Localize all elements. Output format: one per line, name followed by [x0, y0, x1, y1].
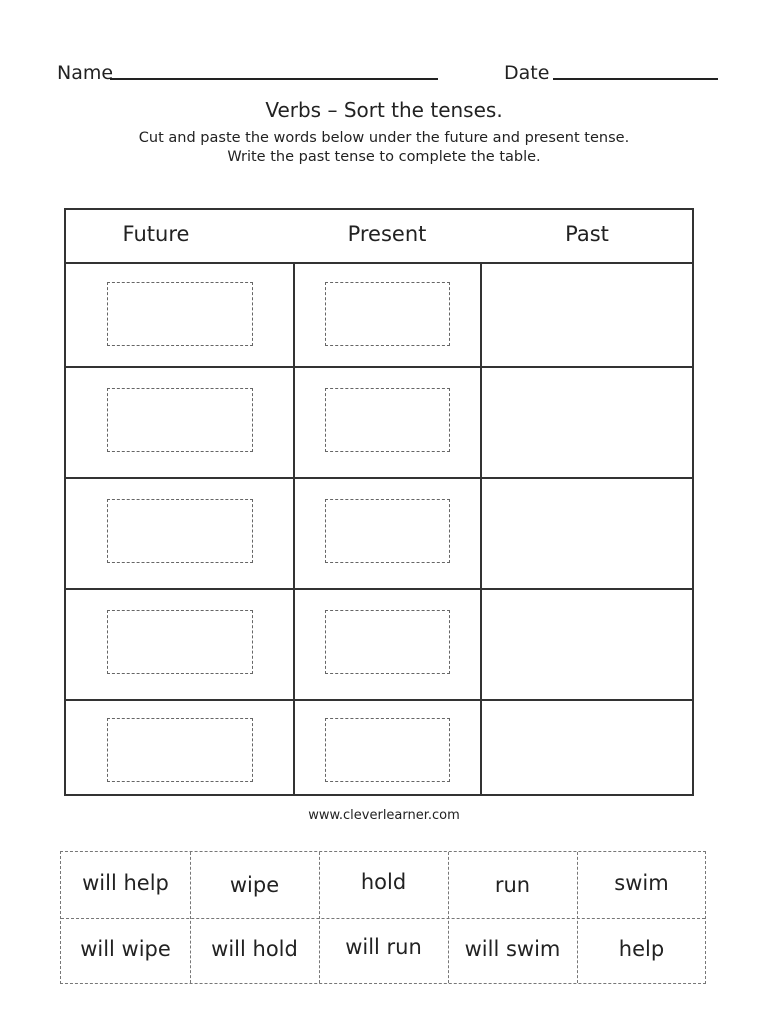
website-credit: www.cleverlearner.com — [308, 808, 460, 823]
column-header-future: Future — [122, 222, 190, 246]
cut-line — [61, 918, 705, 919]
future-paste-box[interactable] — [107, 388, 253, 452]
future-paste-box[interactable] — [107, 610, 253, 674]
tense-table — [64, 208, 694, 796]
word-card[interactable]: swim — [614, 871, 669, 895]
word-card[interactable]: will wipe — [80, 937, 171, 961]
name-field[interactable] — [110, 78, 438, 80]
word-card[interactable]: help — [618, 937, 665, 961]
word-card[interactable]: will run — [345, 935, 422, 959]
table-divider — [66, 477, 692, 479]
word-card[interactable]: hold — [360, 870, 407, 894]
word-card[interactable]: wipe — [229, 873, 280, 897]
word-cards-grid — [60, 851, 706, 984]
future-paste-box[interactable] — [107, 499, 253, 563]
present-paste-box[interactable] — [325, 718, 450, 782]
name-label: Name — [57, 62, 114, 84]
word-card[interactable]: run — [494, 873, 531, 897]
column-divider — [293, 262, 295, 794]
table-divider — [66, 366, 692, 368]
future-paste-box[interactable] — [107, 718, 253, 782]
column-divider — [480, 262, 482, 794]
instruction-line-1: Cut and paste the words below under the future and present tense. — [138, 130, 630, 146]
present-paste-box[interactable] — [325, 499, 450, 563]
present-paste-box[interactable] — [325, 282, 450, 346]
future-paste-box[interactable] — [107, 282, 253, 346]
word-card[interactable]: will hold — [211, 937, 298, 961]
table-divider — [66, 262, 692, 264]
date-label: Date — [504, 62, 550, 84]
date-field[interactable] — [553, 78, 718, 80]
word-card[interactable]: will help — [82, 871, 169, 895]
worksheet-title: Verbs – Sort the tenses. — [265, 98, 503, 122]
table-divider — [66, 588, 692, 590]
column-header-past: Past — [565, 222, 609, 246]
present-paste-box[interactable] — [325, 610, 450, 674]
table-divider — [66, 699, 692, 701]
instruction-line-2: Write the past tense to complete the table. — [227, 149, 541, 165]
column-header-present: Present — [347, 222, 427, 246]
present-paste-box[interactable] — [325, 388, 450, 452]
word-card[interactable]: will swim — [464, 937, 561, 961]
